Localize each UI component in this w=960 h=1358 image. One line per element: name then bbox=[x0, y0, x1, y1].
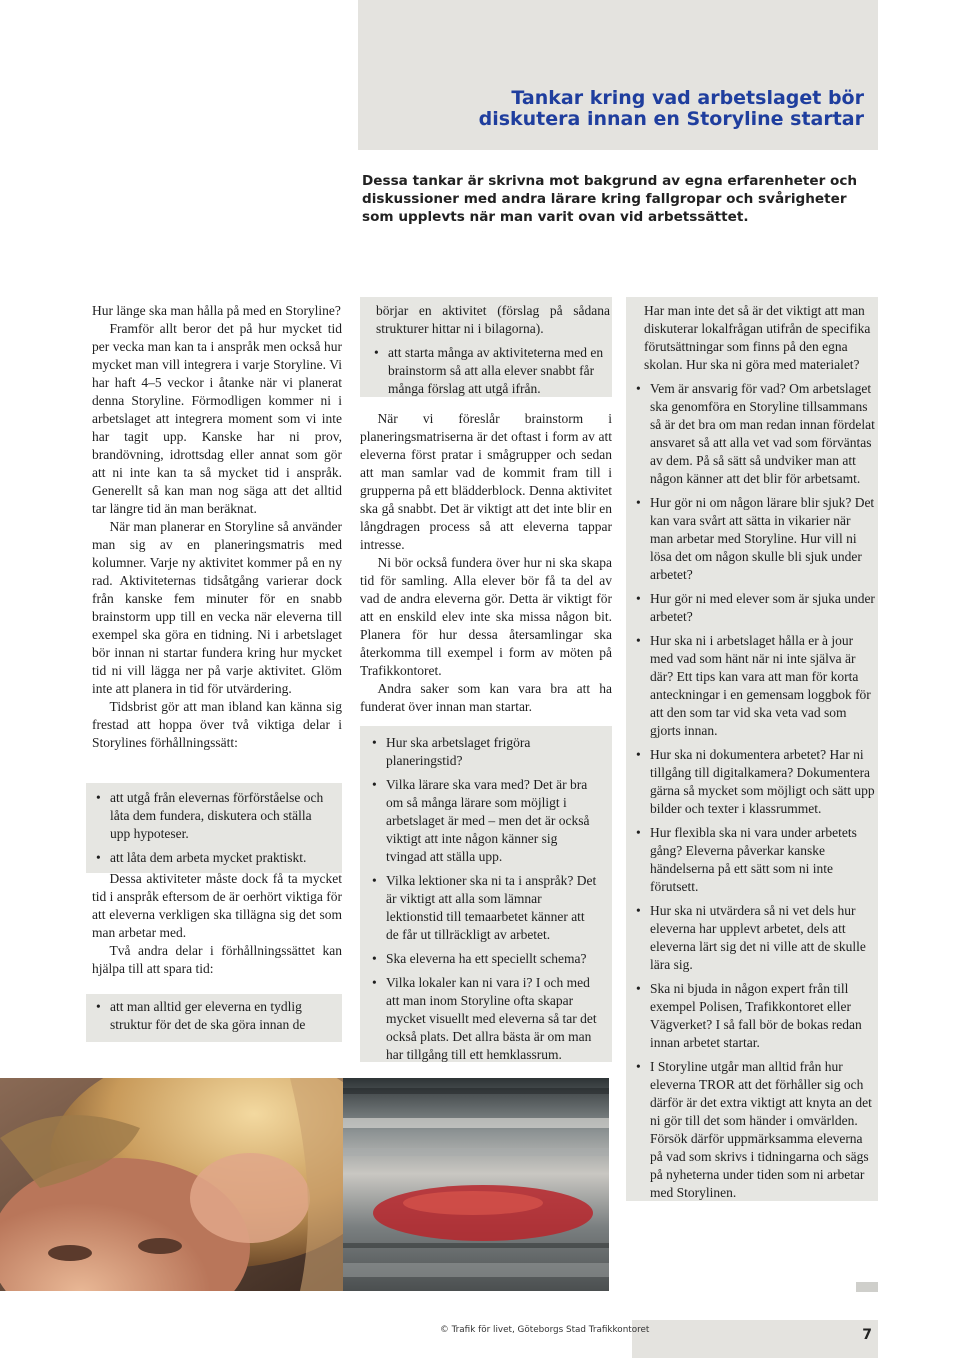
list-item: • Vilka lokaler kan ni vara i? I och med att man inom Storyline ofta skapar mycket visuellt med eleverna så tar det också plats. Det allra bästa är om man har tillgång till ett hemklassrum. bbox=[368, 974, 598, 1064]
list-item: • Vem är ansvarig för vad? Om arbetslaget ska genomföra en Storyline tillsammans så är det bra om man redan innan fördelat ansvaret så att alla vet vad som förväntas av dem. På så sätt så undviker man att någon känner att det blir för arbetsamt. bbox=[632, 380, 876, 488]
header-band bbox=[358, 0, 878, 20]
list-item: • I Storyline utgår man alltid från hur eleverna TROR att det förhåller sig och därför är det extra viktigt att knyta an det ni gör till det som händer i omvärlden. Försök därför uppmärksamma eleverna på vad som skrivs i tidningarna och sägs på nyheterna under tiden som ni arbetar med Storylinen. bbox=[632, 1058, 876, 1202]
column-2-top bbox=[370, 302, 610, 404]
column-2 bbox=[360, 410, 612, 716]
intro-text: Dessa tankar är skrivna mot bakgrund av egna erfarenheter och diskussioner med andra lärare kring fallgropar och svårigheter som upplevts när man varit ovan vid arbetssättet. bbox=[362, 173, 858, 225]
paragraph: Dessa aktiviteter måste dock få ta mycket tid i anspråk eftersom de är oerhört viktiga för att eleverna verkligen ska tillägna sig det som man arbetar med. bbox=[92, 871, 342, 940]
paragraph: Två andra delar i förhållningssättet kan hjälpa till att spara tid: bbox=[92, 943, 342, 976]
list-item: • Hur ska ni dokumentera arbetet? Har ni tillgång till digitalkamera? Dokumentera gärna så mycket som möjligt och sätt upp bilder och texter i klassrummet. bbox=[632, 746, 876, 818]
list-item: • Hur ska arbetslaget frigöra planeringstid? bbox=[368, 734, 598, 770]
paragraph: När vi föreslår brainstorm i planeringsmatriserna är det oftast i form av att eleverna först pratar i smågrupper och sedan att man samlar vad de kommit fram till i grupperna på ett blädderblock. Denna aktivitet ska gå snabbt. Det är viktigt att det inte blir en långdragen process så att eleverna tappar intresse. bbox=[360, 411, 612, 552]
list-item: • Hur ska ni i arbetslaget hålla er à jour med vad som hänt när ni inte själva är där? Ett tips kan vara att man för korta anteckningar i en gemensam loggbok för att den som tar vid ska veta vad som gjorts innan. bbox=[632, 632, 876, 740]
list-item: • att utgå från elevernas förförståelse och låta dem fundera, diskutera och ställa upp hypoteser. bbox=[92, 789, 330, 843]
paragraph: Framför allt beror det på hur mycket tid per vecka man kan ta i anspråk men också hur mycket man vill integrera i varje Storyline. Vi har haft 4–5 veckor i åtanke när vi planerat denna Storyline. Förmodligen kommer ni i arbetslaget att integrera moment som vi inte har tagit upp. Kanske har ni prov, brandövning, idrottsdag eller annat som gör att ni inte kan ta så mycket tid i anspråk. Generellt så kan man nog säga att det alltid tar längre tid än man beräknat. bbox=[92, 321, 342, 516]
list-item: • Ska eleverna ha ett speciellt schema? bbox=[368, 950, 598, 968]
column-1 bbox=[92, 302, 342, 752]
paragraph: börjar en aktivitet (förslag på sådana strukturer hittar ni i bilagorna). bbox=[376, 303, 610, 336]
paragraph: Andra saker som kan vara bra att ha funderat över innan man startar. bbox=[360, 681, 612, 714]
page-title bbox=[479, 88, 864, 130]
footer-copyright: © Trafik för livet, Göteborgs Stad Trafikkontoret bbox=[440, 1325, 650, 1335]
footer-band bbox=[632, 1320, 878, 1358]
decorative-square bbox=[856, 1282, 878, 1292]
page-number: 7 bbox=[862, 1327, 872, 1343]
list-item: • att man alltid ger eleverna en tydlig struktur för det de ska göra innan de bbox=[92, 998, 330, 1034]
paragraph: Tidsbrist gör att man ibland kan känna sig frestad att hoppa över två viktiga delar i Storylines förhållningssätt: bbox=[92, 699, 342, 750]
list-item: • Hur flexibla ska ni vara under arbetets gång? Eleverna påverkar kanske händelserna på ett sätt som ni inte förutsett. bbox=[632, 824, 876, 896]
column-1-continued bbox=[92, 870, 342, 978]
list-item: • Vilka lärare ska vara med? Det är bra om så många lärare som möjligt i arbetslaget är med – men det är också viktigt att inte någon känner sig tvingad att ställa upp. bbox=[368, 776, 598, 866]
title-line-1: Tankar kring vad arbetslaget bör bbox=[511, 87, 864, 109]
photo-teenagers-icon bbox=[0, 1078, 343, 1291]
list-item: • Vilka lektioner ska ni ta i anspråk? Det är viktigt att alla som lämnar lektionstid till temaarbetet känner att de får ut tillräckligt av arbetet. bbox=[368, 872, 598, 944]
highlight-box bbox=[360, 726, 612, 1062]
paragraph: När man planerar en Storyline så använder man sig av en planeringsmatris med kolumner. Varje ny aktivitet kommer på en ny rad. Aktiviteternas tidsåtgång varierar dock från kanske fem minuter för en snabb brainstorm upp till en vecka när eleverna till exempel ska göra en tidning. Ni i arbetslaget bör innan ni startar fundera kring hur mycket tid ni vill lägga ner på varje aktivitet. Glöm inte att planera in tid för utvärdering. bbox=[92, 519, 342, 696]
list-item: • Hur gör ni med elever som är sjuka under arbetet? bbox=[632, 590, 876, 626]
highlight-box bbox=[86, 783, 342, 873]
list-item: • att starta många av aktiviteterna med en brainstorm så att alla elever snabbt får många förslag att utgå ifrån. bbox=[370, 344, 610, 398]
list-item: • Hur ska ni utvärdera så ni vet dels hur eleverna har upplevt arbetet, dels att eleverna lärt sig det ni ville att de skulle lära sig. bbox=[632, 902, 876, 974]
list-item: • Ska ni bjuda in någon expert från till exempel Polisen, Trafikkontoret eller Vägverket? I så fall bör de bokas redan innan arbetet startar. bbox=[632, 980, 876, 1052]
highlight-box bbox=[86, 994, 342, 1042]
list-item: • Hur gör ni om någon lärare blir sjuk? Det kan vara svårt att sätta in vikarier när man arbetar med Storyline. Hur vill ni lösa det om någon skulle bli sjuk under arbetet? bbox=[632, 494, 876, 584]
column-3 bbox=[632, 302, 876, 1208]
paragraph: Ni bör också fundera över hur ni ska skapa tid för samling. Alla elever bör få ta del av vad de andra eleverna gör. Detta är viktigt för att en enskild elev inte ska missa någon bit. Planera för hur dessa återsamlingar ska återkomma till exempel i form av möten på Trafikkontoret. bbox=[360, 555, 612, 678]
section-question: Hur länge ska man hålla på med en Storyline? bbox=[92, 303, 341, 318]
list-item: • att låta dem arbeta mycket praktiskt. bbox=[92, 849, 330, 867]
title-line-2: diskutera innan en Storyline startar bbox=[478, 108, 864, 130]
photo-traffic-blur-icon bbox=[343, 1078, 609, 1291]
paragraph: Har man inte det så är det viktigt att man diskuterar lokalfrågan utifrån de specifika förutsättningar som finns på den egna skolan. Hur ska ni göra med materialet? bbox=[644, 303, 871, 372]
title-box bbox=[358, 20, 878, 150]
